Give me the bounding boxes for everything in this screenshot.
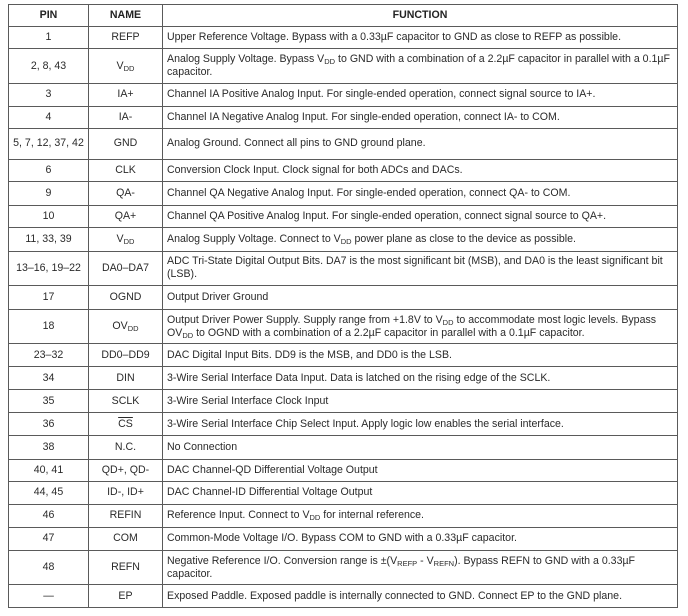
table-row — [9, 482, 678, 504]
name-cell: REFIN — [89, 504, 163, 527]
table-row — [9, 366, 678, 389]
table-row — [9, 182, 678, 205]
pin-cell: 46 — [9, 504, 89, 527]
function-cell: Channel IA Positive Analog Input. For single-ended operation, connect signal source to IA+. — [163, 84, 678, 106]
function-cell: Upper Reference Voltage. Bypass with a 0.33µF capacitor to GND as close to REFP as possible. — [163, 27, 678, 49]
name-cell: QD+, QD- — [89, 459, 163, 481]
pin-cell: 6 — [9, 159, 89, 181]
pin-cell: 13–16, 19–22 — [9, 251, 89, 286]
table-row — [9, 84, 678, 106]
table-row — [9, 550, 678, 585]
table-row — [9, 159, 678, 181]
pin-cell: 11, 33, 39 — [9, 228, 89, 251]
name-cell: REFP — [89, 27, 163, 49]
table-row — [9, 436, 678, 459]
table-row — [9, 286, 678, 309]
table-row — [9, 228, 678, 251]
table-row — [9, 459, 678, 481]
function-cell: Exposed Paddle. Exposed paddle is internally connected to GND. Connect EP to the GND plane. — [163, 585, 678, 608]
pin-cell: 9 — [9, 182, 89, 205]
pin-cell: 5, 7, 12, 37, 42 — [9, 129, 89, 160]
pin-cell: 38 — [9, 436, 89, 459]
name-cell: N.C. — [89, 436, 163, 459]
pin-cell: — — [9, 585, 89, 608]
name-cell: IA- — [89, 106, 163, 128]
function-cell: Channel QA Negative Analog Input. For single-ended operation, connect QA- to COM. — [163, 182, 678, 205]
name-cell: $\overline{CS}$ — [89, 412, 163, 435]
pin-cell: 34 — [9, 366, 89, 389]
name-cell: IA+ — [89, 84, 163, 106]
pin-cell: 10 — [9, 205, 89, 227]
name-cell: OGND — [89, 286, 163, 309]
table-row — [9, 585, 678, 608]
name-cell: EP — [89, 585, 163, 608]
table-row — [9, 205, 678, 227]
function-cell: DAC Channel-QD Differential Voltage Output — [163, 459, 678, 481]
pin-cell: 3 — [9, 84, 89, 106]
pin-cell: 44, 45 — [9, 482, 89, 504]
function-cell: Channel QA Positive Analog Input. For single-ended operation, connect signal source to QA+. — [163, 205, 678, 227]
name-cell: $V_{DD}$ — [89, 49, 163, 84]
function-cell: Common-Mode Voltage I/O. Bypass COM to GND with a 0.33µF capacitor. — [163, 528, 678, 550]
pin-cell: 23–32 — [9, 344, 89, 366]
pin-cell: 2, 8, 43 — [9, 49, 89, 84]
function-cell: DAC Channel-ID Differential Voltage Output — [163, 482, 678, 504]
function-cell: ADC Tri-State Digital Output Bits. DA7 is the most significant bit (MSB), and DA0 is the least significant bit (LSB). — [163, 251, 678, 286]
name-column-header: NAME — [89, 5, 163, 27]
function-column-header: FUNCTION — [163, 5, 678, 27]
header-row — [9, 5, 678, 27]
function-cell: Output Driver Ground — [163, 286, 678, 309]
pin-cell: 17 — [9, 286, 89, 309]
name-cell: QA+ — [89, 205, 163, 227]
function-cell: Conversion Clock Input. Clock signal for both ADCs and DACs. — [163, 159, 678, 181]
table-row — [9, 251, 678, 286]
table-row — [9, 49, 678, 84]
function-cell: Output Driver Power Supply. Supply range from +1.8V to $V_{DD}$ to accommodate most logic levels. Bypass $OV_{DD}$ to OGND with a combination of a 2.2µF capacitor in parallel with a 0.1µF capacitor. — [163, 309, 678, 344]
pin-cell: 35 — [9, 390, 89, 412]
pin-cell: 18 — [9, 309, 89, 344]
pin-cell: 48 — [9, 550, 89, 585]
name-cell: QA- — [89, 182, 163, 205]
function-cell: Channel IA Negative Analog Input. For single-ended operation, connect IA- to COM. — [163, 106, 678, 128]
table-row — [9, 129, 678, 160]
name-cell: DD0–DD9 — [89, 344, 163, 366]
function-cell: 3-Wire Serial Interface Data Input. Data is latched on the rising edge of the SCLK. — [163, 366, 678, 389]
name-cell: COM — [89, 528, 163, 550]
function-cell: Analog Ground. Connect all pins to GND ground plane. — [163, 129, 678, 160]
pin-cell: 1 — [9, 27, 89, 49]
function-cell: Analog Supply Voltage. Connect to $V_{DD}$ power plane as close to the device as possible. — [163, 228, 678, 251]
table-row — [9, 106, 678, 128]
name-cell: REFN — [89, 550, 163, 585]
function-cell: 3-Wire Serial Interface Chip Select Input. Apply logic low enables the serial interface. — [163, 412, 678, 435]
function-cell: Negative Reference I/O. Conversion range is $\pm(V_{REFP} - V_{REFN})$. Bypass REFN to GND with a 0.33µF capacitor. — [163, 550, 678, 585]
function-cell: No Connection — [163, 436, 678, 459]
pin-cell: 47 — [9, 528, 89, 550]
name-cell: DA0–DA7 — [89, 251, 163, 286]
pin-cell: 36 — [9, 412, 89, 435]
table-row — [9, 504, 678, 527]
name-cell: DIN — [89, 366, 163, 389]
name-cell: GND — [89, 129, 163, 160]
function-cell: 3-Wire Serial Interface Clock Input — [163, 390, 678, 412]
table-row — [9, 528, 678, 550]
pin-description-table — [8, 4, 678, 608]
name-cell: $OV_{DD}$ — [89, 309, 163, 344]
name-cell: $V_{DD}$ — [89, 228, 163, 251]
name-cell: SCLK — [89, 390, 163, 412]
name-cell: ID-, ID+ — [89, 482, 163, 504]
function-cell: Reference Input. Connect to $V_{DD}$ for internal reference. — [163, 504, 678, 527]
table-row — [9, 412, 678, 435]
pin-cell: 4 — [9, 106, 89, 128]
table-body — [9, 27, 678, 608]
pin-column-header: PIN — [9, 5, 89, 27]
function-cell: Analog Supply Voltage. Bypass $V_{DD}$ to GND with a combination of a 2.2µF capacitor in parallel with a 0.1µF capacitor. — [163, 49, 678, 84]
table-row — [9, 309, 678, 344]
table-row — [9, 390, 678, 412]
function-cell: DAC Digital Input Bits. DD9 is the MSB, and DD0 is the LSB. — [163, 344, 678, 366]
name-cell: CLK — [89, 159, 163, 181]
table-row — [9, 344, 678, 366]
table-row — [9, 27, 678, 49]
pin-cell: 40, 41 — [9, 459, 89, 481]
